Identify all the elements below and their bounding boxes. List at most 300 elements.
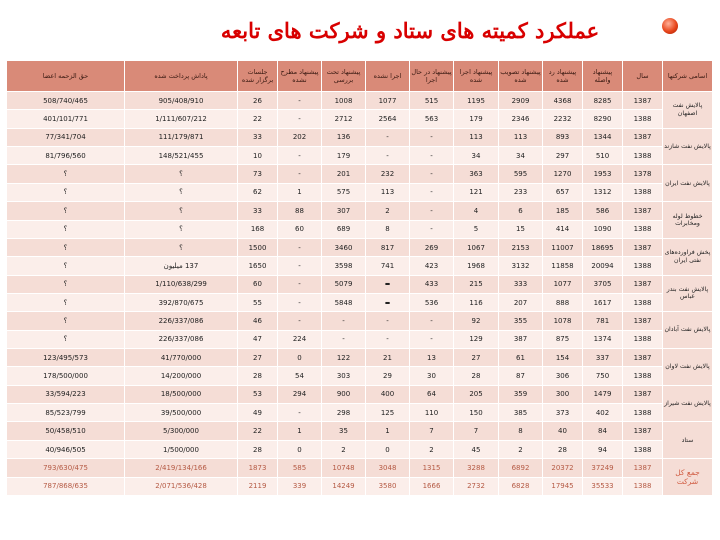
table-cell: 1617 (583, 293, 623, 311)
table-cell: 3598 (322, 257, 366, 275)
table-cell: 2 (322, 440, 366, 458)
table-cell: 148/521/455 (125, 147, 238, 165)
table-cell: 1387 (623, 202, 663, 220)
table-cell: - (322, 312, 366, 330)
table-cell: 387 (499, 330, 543, 348)
table-cell: 5 (454, 220, 499, 238)
table-cell: 110 (410, 404, 454, 422)
table-cell: 113 (454, 128, 499, 146)
table-cell: - (366, 147, 410, 165)
table-cell: 17945 (543, 477, 583, 495)
table-cell: 179 (322, 147, 366, 165)
table-cell: 433 (410, 275, 454, 293)
table-cell: 11007 (543, 238, 583, 256)
table-cell: 905/408/910 (125, 92, 238, 110)
table-cell: 137 میلیون (125, 257, 238, 275)
table-row (7, 202, 713, 220)
table-cell: 1388 (623, 440, 663, 458)
table-row (7, 330, 713, 348)
header-cell: اسامی شرکتها (663, 61, 713, 92)
table-cell: 202 (278, 128, 322, 146)
table-cell: 6828 (499, 477, 543, 495)
table-cell: 1 (278, 422, 322, 440)
table-cell: - (278, 312, 322, 330)
table-cell: ؟ (7, 220, 125, 238)
company-name: پالایش نفت شازند (663, 128, 713, 165)
table-cell: 62 (238, 183, 278, 201)
table-cell: - (410, 312, 454, 330)
table-cell: 3580 (366, 477, 410, 495)
table-cell: 400 (366, 385, 410, 403)
table-cell: 1388 (623, 477, 663, 495)
table-cell: ؟ (7, 165, 125, 183)
table-cell: 300 (543, 385, 583, 403)
header-cell: اجرا نشده (366, 61, 410, 92)
table-cell: 1666 (410, 477, 454, 495)
table-cell: 55 (238, 293, 278, 311)
table-cell: 10 (238, 147, 278, 165)
table-cell: 2732 (454, 477, 499, 495)
table-cell: 30 (410, 367, 454, 385)
company-name: ستاد (663, 422, 713, 459)
table-row (7, 147, 713, 165)
table-cell: 563 (410, 110, 454, 128)
table-cell: 10748 (322, 459, 366, 477)
table-cell: 1650 (238, 257, 278, 275)
table-cell: 5079 (322, 275, 366, 293)
table-cell: 84 (583, 422, 623, 440)
table-cell: 414 (543, 220, 583, 238)
table-cell: 1387 (623, 459, 663, 477)
table-cell: ؟ (7, 183, 125, 201)
table-cell: 269 (410, 238, 454, 256)
table-cell: 46 (238, 312, 278, 330)
table-cell: 900 (322, 385, 366, 403)
table-cell: 121 (454, 183, 499, 201)
table-cell: 1387 (623, 128, 663, 146)
table-cell: 92 (454, 312, 499, 330)
header-cell: پیشنهاد تحت بررسی (322, 61, 366, 92)
table-cell: 1/500/000 (125, 440, 238, 458)
table-cell: 392/870/675 (125, 293, 238, 311)
table-cell: 1077 (543, 275, 583, 293)
table-cell: 39/500/000 (125, 404, 238, 422)
table-cell: 47 (238, 330, 278, 348)
bullet-icon (662, 18, 678, 34)
table-cell: 8290 (583, 110, 623, 128)
table-cell: ؟ (7, 238, 125, 256)
table-cell: - (278, 257, 322, 275)
table-cell: 1387 (623, 312, 663, 330)
table-row (7, 110, 713, 128)
table-cell: 2 (410, 440, 454, 458)
table-cell: 111/179/871 (125, 128, 238, 146)
table-cell: 1387 (623, 275, 663, 293)
table-cell: ؟ (125, 165, 238, 183)
table-cell: 22 (238, 422, 278, 440)
table-cell: 3132 (499, 257, 543, 275)
table-cell: 3288 (454, 459, 499, 477)
table-cell: - (366, 330, 410, 348)
table-cell: ؟ (7, 330, 125, 348)
table-cell: 781 (583, 312, 623, 330)
table-cell: 122 (322, 349, 366, 367)
header-cell: جلسات برگزار شده (238, 61, 278, 92)
table-cell: 233 (499, 183, 543, 201)
table-cell: - (278, 404, 322, 422)
table-cell: 1387 (623, 349, 663, 367)
table-cell: 1 (366, 422, 410, 440)
table-cell: ؟ (125, 183, 238, 201)
table-cell: 1479 (583, 385, 623, 403)
company-name: پالایش نفت اصفهان (663, 92, 713, 129)
table-cell: 339 (278, 477, 322, 495)
table-row (7, 128, 713, 146)
table-cell: 307 (322, 202, 366, 220)
table-cell: 87 (499, 367, 543, 385)
table-row (7, 349, 713, 367)
company-name: پالایش نفت بندر عباس (663, 275, 713, 312)
table-cell: 94 (583, 440, 623, 458)
table-cell: 508/740/465 (7, 92, 125, 110)
table-cell: 54 (278, 367, 322, 385)
table-cell: 21 (366, 349, 410, 367)
table-cell: 1312 (583, 183, 623, 201)
table-cell: 401/101/771 (7, 110, 125, 128)
table-cell: 1077 (366, 92, 410, 110)
table-cell: 33 (238, 202, 278, 220)
table-cell: 40 (543, 422, 583, 440)
table-row (7, 275, 713, 293)
table-row (7, 220, 713, 238)
header-cell: حق الزحمه اعضا (7, 61, 125, 92)
table-row (7, 257, 713, 275)
table-cell: 1195 (454, 92, 499, 110)
table-cell: 150 (454, 404, 499, 422)
table-cell: - (410, 202, 454, 220)
company-name: خطوط لوله ومخابرات (663, 202, 713, 239)
table-cell: - (410, 147, 454, 165)
table-cell: 298 (322, 404, 366, 422)
table-cell: 14249 (322, 477, 366, 495)
header-cell: پیشنهاد تصویب شده (499, 61, 543, 92)
table-cell: 224 (278, 330, 322, 348)
table-row (7, 367, 713, 385)
table-cell: 297 (543, 147, 583, 165)
table-cell: 1344 (583, 128, 623, 146)
table-cell: 2346 (499, 110, 543, 128)
table-cell: 1/110/638/299 (125, 275, 238, 293)
table-cell: 657 (543, 183, 583, 201)
table-cell: 1388 (623, 367, 663, 385)
table-cell: 154 (543, 349, 583, 367)
table-cell: 2909 (499, 92, 543, 110)
table-cell: 2232 (543, 110, 583, 128)
table-cell: ؟ (7, 257, 125, 275)
table-cell: 1387 (623, 422, 663, 440)
table-cell: 2/419/134/166 (125, 459, 238, 477)
table-cell: 373 (543, 404, 583, 422)
table-row (7, 183, 713, 201)
table-cell: - (410, 128, 454, 146)
header-cell: پیشنهاد رد شده (543, 61, 583, 92)
table-cell: 402 (583, 404, 623, 422)
table-cell: 37249 (583, 459, 623, 477)
performance-table (6, 60, 713, 496)
table-cell: 2119 (238, 477, 278, 495)
table-cell: 232 (366, 165, 410, 183)
table-cell: 595 (499, 165, 543, 183)
page-title: عملکرد کمیته های ستاد و شرکت های تابعه (220, 18, 600, 43)
table-cell: 337 (583, 349, 623, 367)
table-cell: 113 (366, 183, 410, 201)
table-cell: 73 (238, 165, 278, 183)
table-cell: 113 (499, 128, 543, 146)
table-cell: 3705 (583, 275, 623, 293)
table-cell: 61 (499, 349, 543, 367)
table-cell: 363 (454, 165, 499, 183)
table-cell: 18695 (583, 238, 623, 256)
table-cell: 515 (410, 92, 454, 110)
table-cell: 1388 (623, 220, 663, 238)
table-cell: 5/300/000 (125, 422, 238, 440)
table-cell: 423 (410, 257, 454, 275)
table-cell: 7 (410, 422, 454, 440)
table-cell: 226/337/086 (125, 312, 238, 330)
table-cell: - (366, 275, 410, 293)
table-cell: - (410, 165, 454, 183)
table-cell: 1 (278, 183, 322, 201)
table-cell: - (366, 312, 410, 330)
table-cell: 123/495/573 (7, 349, 125, 367)
table-cell: 2 (499, 440, 543, 458)
table-cell: 1388 (623, 293, 663, 311)
table-cell: 28 (238, 367, 278, 385)
table-cell: 750 (583, 367, 623, 385)
table-cell: 1387 (623, 92, 663, 110)
table-cell: 1388 (623, 147, 663, 165)
table-cell: 1873 (238, 459, 278, 477)
table-cell: 585 (278, 459, 322, 477)
table-cell: 8 (366, 220, 410, 238)
table-cell: 136 (322, 128, 366, 146)
table-cell: 333 (499, 275, 543, 293)
table-cell: 3048 (366, 459, 410, 477)
company-name: پالایش نفت آبادان (663, 312, 713, 349)
table-cell: 1388 (623, 110, 663, 128)
table-cell: 2/071/536/428 (125, 477, 238, 495)
header-cell: سال (623, 61, 663, 92)
table-cell: - (278, 165, 322, 183)
table-row (7, 440, 713, 458)
table-cell: 0 (366, 440, 410, 458)
table-cell: 2712 (322, 110, 366, 128)
table-cell: 27 (238, 349, 278, 367)
table-cell: - (366, 128, 410, 146)
table-cell: 303 (322, 367, 366, 385)
table-row (7, 312, 713, 330)
table-cell: 1388 (623, 257, 663, 275)
table-cell: 4368 (543, 92, 583, 110)
table-cell: 1090 (583, 220, 623, 238)
company-name: پالایش نفت لاوان (663, 349, 713, 386)
table-cell: 0 (278, 349, 322, 367)
table-cell: 34 (499, 147, 543, 165)
table-cell: 1270 (543, 165, 583, 183)
header-row (7, 61, 713, 92)
table-cell: 7 (454, 422, 499, 440)
table-cell: 6 (499, 202, 543, 220)
table-cell: 28 (454, 367, 499, 385)
table-cell: 26 (238, 92, 278, 110)
table-cell: 586 (583, 202, 623, 220)
table-cell: 2564 (366, 110, 410, 128)
table-cell: ؟ (125, 202, 238, 220)
table-cell: 294 (278, 385, 322, 403)
table-cell: 205 (454, 385, 499, 403)
table-cell: 29 (366, 367, 410, 385)
table-cell: - (410, 183, 454, 201)
table-cell: 6892 (499, 459, 543, 477)
table-cell: 3460 (322, 238, 366, 256)
table-cell: ؟ (7, 312, 125, 330)
table-cell: ؟ (125, 220, 238, 238)
table-cell: 1387 (623, 385, 663, 403)
table-cell: 226/337/086 (125, 330, 238, 348)
table-cell: 888 (543, 293, 583, 311)
table-cell: - (278, 293, 322, 311)
table-cell: 793/630/475 (7, 459, 125, 477)
table-cell: 35533 (583, 477, 623, 495)
table-cell: 88 (278, 202, 322, 220)
table-cell: 125 (366, 404, 410, 422)
total-row (7, 459, 713, 477)
table-cell: 1078 (543, 312, 583, 330)
table-cell: ؟ (7, 293, 125, 311)
table-cell: 28 (543, 440, 583, 458)
company-name: پالایش نفت ایران (663, 165, 713, 202)
table-cell: 1388 (623, 330, 663, 348)
table-cell: - (322, 330, 366, 348)
header-cell: پاداش پرداخت شده (125, 61, 238, 92)
table-cell: 817 (366, 238, 410, 256)
table-cell: 14/200/000 (125, 367, 238, 385)
table-cell: 27 (454, 349, 499, 367)
table-cell: ؟ (7, 202, 125, 220)
table-cell: 168 (238, 220, 278, 238)
header-cell: پیشنهاد اجرا شده (454, 61, 499, 92)
table-cell: - (410, 330, 454, 348)
table-cell: 64 (410, 385, 454, 403)
table-body (7, 92, 713, 496)
table-cell: 20372 (543, 459, 583, 477)
table-cell: 207 (499, 293, 543, 311)
table-cell: 15 (499, 220, 543, 238)
table-cell: 34 (454, 147, 499, 165)
table-cell: 1315 (410, 459, 454, 477)
table-cell: 33 (238, 128, 278, 146)
table-cell: 45 (454, 440, 499, 458)
table-cell: 35 (322, 422, 366, 440)
table-cell: 81/796/560 (7, 147, 125, 165)
table-cell: - (278, 147, 322, 165)
table-cell: 116 (454, 293, 499, 311)
table-row (7, 165, 713, 183)
table-cell: 1387 (623, 238, 663, 256)
table-cell: 355 (499, 312, 543, 330)
table-cell: 1008 (322, 92, 366, 110)
table-cell: - (410, 220, 454, 238)
company-name: پالایش نفت شیراز (663, 385, 713, 422)
table-row (7, 238, 713, 256)
table-cell: 185 (543, 202, 583, 220)
table-cell: 178/500/000 (7, 367, 125, 385)
table-row (7, 422, 713, 440)
table-cell: 1374 (583, 330, 623, 348)
table-row (7, 92, 713, 110)
table-cell: 179 (454, 110, 499, 128)
table-cell: 536 (410, 293, 454, 311)
table-cell: 306 (543, 367, 583, 385)
table-cell: 50/458/510 (7, 422, 125, 440)
table-cell: ؟ (7, 275, 125, 293)
table-cell: 60 (238, 275, 278, 293)
table-cell: 215 (454, 275, 499, 293)
table-cell: 1388 (623, 183, 663, 201)
table-cell: 385 (499, 404, 543, 422)
table-cell: 875 (543, 330, 583, 348)
company-name: پخش فراورده‌های نفتی ایران (663, 238, 713, 275)
table-cell: 28 (238, 440, 278, 458)
table-cell: 2153 (499, 238, 543, 256)
table-cell: 1500 (238, 238, 278, 256)
table-cell: 40/946/505 (7, 440, 125, 458)
table-row (7, 293, 713, 311)
table-cell: 11858 (543, 257, 583, 275)
table-cell: 77/341/704 (7, 128, 125, 146)
table-cell: 1067 (454, 238, 499, 256)
table-cell: 1388 (623, 404, 663, 422)
table-cell: 5848 (322, 293, 366, 311)
table-cell: 22 (238, 110, 278, 128)
header-cell: پیشنهاد واصله (583, 61, 623, 92)
table-cell: 510 (583, 147, 623, 165)
table-cell: 4 (454, 202, 499, 220)
table-cell: 893 (543, 128, 583, 146)
table-cell: 1953 (583, 165, 623, 183)
total-row (7, 477, 713, 495)
table-cell: 741 (366, 257, 410, 275)
table-cell: - (366, 293, 410, 311)
table-cell: 201 (322, 165, 366, 183)
table-cell: 8 (499, 422, 543, 440)
table-cell: 575 (322, 183, 366, 201)
table-cell: 33/594/223 (7, 385, 125, 403)
table-cell: 18/500/000 (125, 385, 238, 403)
table-cell: 13 (410, 349, 454, 367)
table-cell: - (278, 275, 322, 293)
table-row (7, 385, 713, 403)
table-cell: 8285 (583, 92, 623, 110)
table-cell: 787/868/635 (7, 477, 125, 495)
table-cell: 2 (366, 202, 410, 220)
table-cell: - (278, 92, 322, 110)
table-cell: 1968 (454, 257, 499, 275)
table-cell: 41/770/000 (125, 349, 238, 367)
table-cell: 689 (322, 220, 366, 238)
table-cell: 85/523/799 (7, 404, 125, 422)
table-cell: 129 (454, 330, 499, 348)
